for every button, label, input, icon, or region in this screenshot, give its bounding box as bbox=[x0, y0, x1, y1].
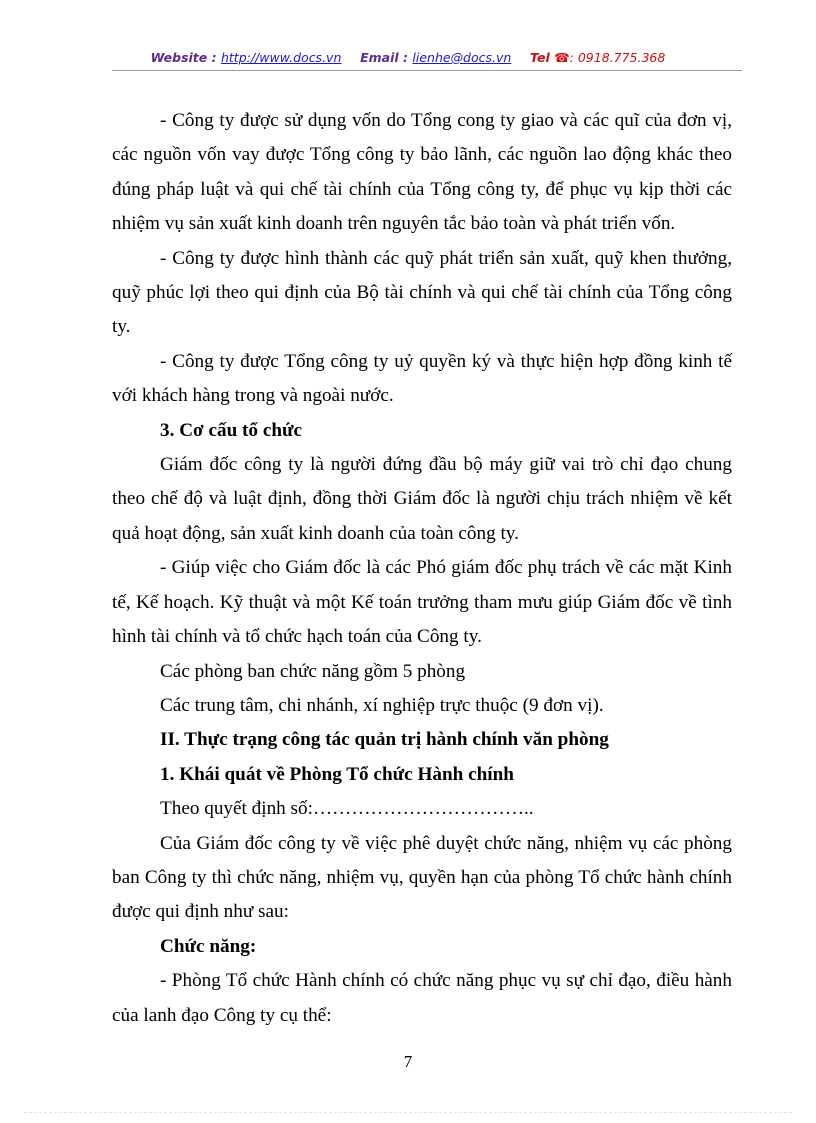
tel-label: Tel bbox=[530, 50, 550, 65]
tel-number: : 0918.775.368 bbox=[569, 50, 666, 65]
page-number: 7 bbox=[403, 1052, 413, 1071]
paragraph-departments: Các phòng ban chức năng gồm 5 phòng bbox=[160, 660, 466, 682]
header-divider bbox=[112, 70, 742, 71]
paragraph-function-detail: - Phòng Tổ chức Hành chính có chức năng phục vụ sự chỉ đạo, điều hành của lanh đạo Công ty cụ thể: bbox=[112, 970, 732, 1026]
phone-icon: ☎ bbox=[554, 50, 570, 65]
paragraph-director: Giám đốc công ty là người đứng đầu bộ máy giữ vai trò chỉ đạo chung theo chế độ và luật định, đồng thời Giám đốc là người chịu trách nhiệm về kết quả hoạt động, sản xuất kinh doanh của toàn công ty. bbox=[112, 454, 732, 544]
heading-section-ii: II. Thực trạng công tác quản trị hành chính văn phòng bbox=[160, 729, 609, 751]
footer-divider bbox=[24, 1112, 792, 1113]
page-header bbox=[0, 50, 816, 65]
heading-overview: 1. Khái quát về Phòng Tổ chức Hành chính bbox=[160, 763, 514, 785]
paragraph-deputy-directors: - Giúp việc cho Giám đốc là các Phó giám đốc phụ trách về các mặt Kinh tế, Kế hoạch. Kỹ thuật và một Kế toán trưởng tham mưu giúp Giám đốc về tình hình tài chính và tổ chức hạch toán của Công ty. bbox=[112, 557, 732, 648]
paragraph-decision: Theo quyết định số:…………………………….. bbox=[160, 798, 534, 820]
paragraph-capital-use: - Công ty được sử dụng vốn do Tổng cong ty giao và các quĩ của đơn vị, các nguồn vốn vay được Tổng công ty bảo lãnh, các nguồn lao động khác theo đúng pháp luật và qui chế tài chính của Tổng công ty, để phục vụ kịp thời các nhiệm vụ sản xuất kinh doanh trên nguyên tắc bảo toàn và phát triển vốn. bbox=[112, 110, 732, 235]
email-link[interactable]: lienhe@docs.vn bbox=[412, 50, 512, 65]
heading-functions: Chức năng: bbox=[160, 935, 257, 957]
paragraph-director-approval: Của Giám đốc công ty về việc phê duyệt chức năng, nhiệm vụ các phòng ban Công ty thì chức năng, nhiệm vụ, quyền hạn của phòng Tổ chức hành chính được qui định như sau: bbox=[112, 832, 732, 923]
paragraph-units: Các trung tâm, chi nhánh, xí nghiệp trực thuộc (9 đơn vị). bbox=[160, 694, 604, 716]
paragraph-contracts: - Công ty được Tổng công ty uỷ quyền ký và thực hiện hợp đồng kinh tế với khách hàng trong và ngoài nước. bbox=[112, 350, 732, 407]
document-body bbox=[112, 104, 732, 1033]
heading-org-structure: 3. Cơ cấu tổ chức bbox=[160, 419, 303, 441]
website-link[interactable]: http://www.docs.vn bbox=[220, 50, 342, 65]
email-label: Email bbox=[360, 50, 399, 65]
website-label: Website : bbox=[150, 50, 217, 65]
email-separator: : bbox=[403, 50, 409, 65]
paragraph-funds: - Công ty được hình thành các quỹ phát triển sản xuất, quỹ khen thưởng, quỹ phúc lợi theo qui định của Bộ tài chính và qui chế tài chính của Tổng công ty. bbox=[112, 247, 732, 338]
